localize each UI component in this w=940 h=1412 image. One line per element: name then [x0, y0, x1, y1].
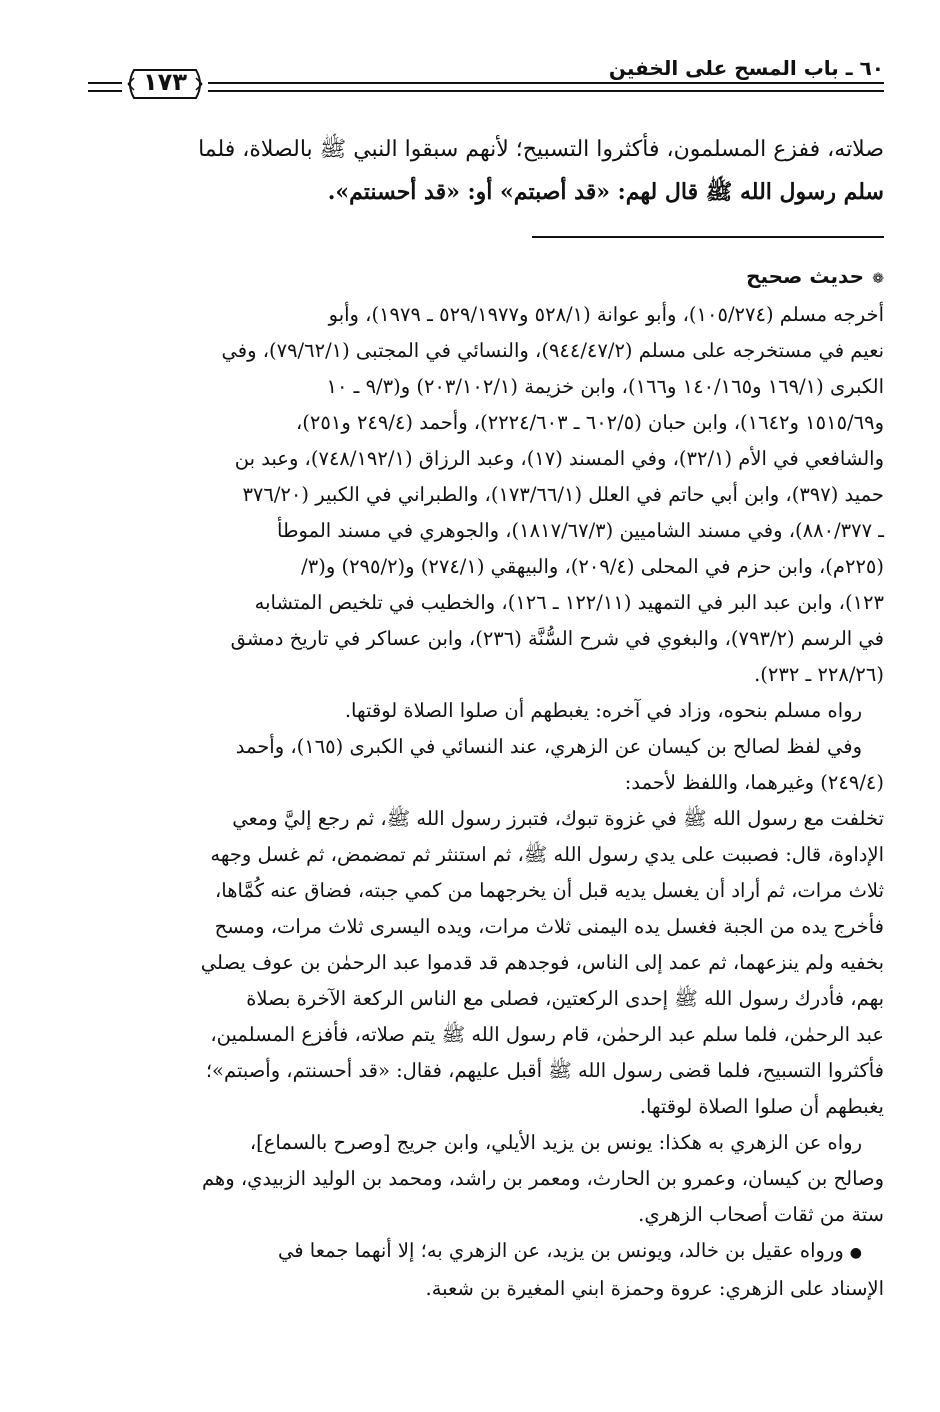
- section-heading: [78, 258, 884, 297]
- main-text-line: سلم رسول الله ﷺ قال لهم: «قد أصبتم» أو: «قد أحسنتم».: [327, 179, 884, 205]
- main-text: [78, 128, 884, 214]
- takhrij-line: و١٥١٥/٦٩ و١٦٤٢)، وابن حبان (٦٠٢/٥ ـ ٢٢٢٤/٦٠٣)، وأحمد (٢٤٩/٤ و٢٥١)،: [295, 411, 884, 434]
- takhrij-line: نعيم في مستخرجه على مسلم (٩٤٤/٤٧/٢)، والنسائي في المجتبى (٧٩/٦٢/١)، وفي: [221, 339, 884, 362]
- takhrij-line: (٢٢٥م)، وابن حزم في المحلى (٢٠٩/٤)، والبيهقي (٢٧٤/١) و(٢٩٥/٢) و(٣/: [301, 555, 884, 578]
- lafz-line: (٢٤٩/٤) وغيرهما، واللفظ لأحمد:: [624, 771, 884, 794]
- chapter-title: ٦٠ ـ باب المسح على الخفين: [608, 56, 884, 80]
- bullet-icon: ●: [849, 1245, 862, 1261]
- takhrij-line: حميد (٣٩٧)، وابن أبي حاتم في العلل (١٧٣/٦٦/١)، والطبراني في الكبير (٣٧٦/٢٠: [242, 483, 884, 506]
- zuhri-line: وصالح بن كيسان، وعمرو بن الحارث، ومعمر بن راشد، ومحمد بن الوليد الزبيدي، وهم: [201, 1167, 884, 1190]
- header-rule-right: [208, 82, 884, 92]
- hadith-line: بهم، فأدرك رسول الله ﷺ إحدى الركعتين، فصلى مع الناس الركعة الآخرة بصلاة: [246, 987, 884, 1010]
- hadith-line: فأخرج يده من الجبة فغسل يده اليمنى ثلاث مرات، ويده اليسرى ثلاث مرات، ومسح: [214, 915, 884, 938]
- aqil-line-text: ورواه عقيل بن خالد، ويونس بن يزيد، عن الزهري به؛ إلا أنهما جمعا في: [277, 1239, 844, 1262]
- hadith-line: ثلاث مرات، ثم أراد أن يغسل يديه قبل أن يخرجهما من كمي جبته، فضاق عنه كُمَّاها،: [215, 879, 884, 902]
- muslim-note: رواه مسلم بنحوه، وزاد في آخره: يغبطهم أن صلوا الصلاة لوقتها.: [344, 699, 862, 722]
- takhrij-line: والشافعي في الأم (٣٢/١)، وفي المسند (١٧)، وعبد الرزاق (٧٤٨/١٩٢/١)، وعبد بن: [234, 447, 884, 470]
- section-heading-text: حديث صحيح: [746, 264, 864, 288]
- hadith-line: تخلفت مع رسول الله ﷺ في غزوة تبوك، فتبرز رسول الله ﷺ، ثم رجع إليَّ ومعي: [232, 807, 884, 830]
- footnote-separator: [532, 236, 884, 238]
- page-number-badge: [124, 66, 206, 102]
- page-header: [88, 52, 884, 102]
- aqil-line: [78, 1233, 884, 1271]
- takhrij-line: في الرسم (٧٩٣/٢)، والبغوي في شرح السُّنَّة (٢٣٦)، وابن عساكر في تاريخ دمشق: [230, 627, 884, 650]
- ornament-icon: ❁: [872, 271, 884, 287]
- takhrij-section: [78, 258, 884, 1307]
- aqil-line: الإسناد على الزهري: عروة وحمزة ابني المغيرة بن شعبة.: [425, 1277, 884, 1300]
- main-text-line: صلاته، ففزع المسلمون، فأكثروا التسبيح؛ لأنهم سبقوا النبي ﷺ بالصلاة، فلما: [198, 137, 884, 162]
- takhrij-line: ـ ٨٨٠/٣٧٧)، وفي مسند الشاميين (١٨١٧/٦٧/٣)، والجوهري في مسند الموطأ: [277, 519, 884, 542]
- hadith-line: يغبطهم أن صلوا الصلاة لوقتها.: [639, 1095, 884, 1118]
- takhrij-line: الكبرى (١٦٩/١ و١٤٠/١٦٥ و١٦٦)، وابن خزيمة (٢٠٣/١٠٢/١) و(٩/٣ ـ ١٠: [326, 375, 884, 398]
- header-rule-left: [88, 82, 122, 92]
- takhrij-line: (٢٢٨/٢٦ ـ ٢٣٢).: [754, 663, 884, 686]
- takhrij-line: ١٢٣)، وابن عبد البر في التمهيد (١٢٢/١١ ـ ١٢٦)، والخطيب في تلخيص المتشابه: [254, 591, 884, 614]
- takhrij-line: أخرجه مسلم (١٠٥/٢٧٤)، وأبو عوانة (٥٢٨/١ و٥٢٩/١٩٧٧ ـ ١٩٧٩)، وأبو: [328, 303, 884, 326]
- zuhri-line: رواه عن الزهري به هكذا: يونس بن يزيد الأيلي، وابن جريج [وصرح بالسماع]،: [249, 1131, 862, 1154]
- lafz-line: وفي لفظ لصالح بن كيسان عن الزهري، عند النسائي في الكبرى (١٦٥)، وأحمد: [235, 735, 862, 758]
- hadith-line: الإداوة، قال: فصببت على يدي رسول الله ﷺ، ثم استنثر ثم تمضمض، ثم غسل وجهه: [210, 843, 884, 866]
- page-number: ١٧٣: [143, 68, 187, 96]
- hadith-line: فأكثروا التسبيح، فلما قضى رسول الله ﷺ أقبل عليهم، فقال: «قد أحسنتم، وأصبتم»؛: [205, 1059, 884, 1082]
- hadith-line: بخفيه ولم ينزعهما، ثم عمد إلى الناس، فوجدهم قد قدموا عبد الرحمٰن بن عوف يصلي: [200, 951, 884, 974]
- zuhri-line: ستة من ثقات أصحاب الزهري.: [638, 1203, 884, 1226]
- hadith-line: عبد الرحمٰن، فلما سلم عبد الرحمٰن، قام رسول الله ﷺ يتم صلاته، فأفزع المسلمين،: [210, 1023, 884, 1046]
